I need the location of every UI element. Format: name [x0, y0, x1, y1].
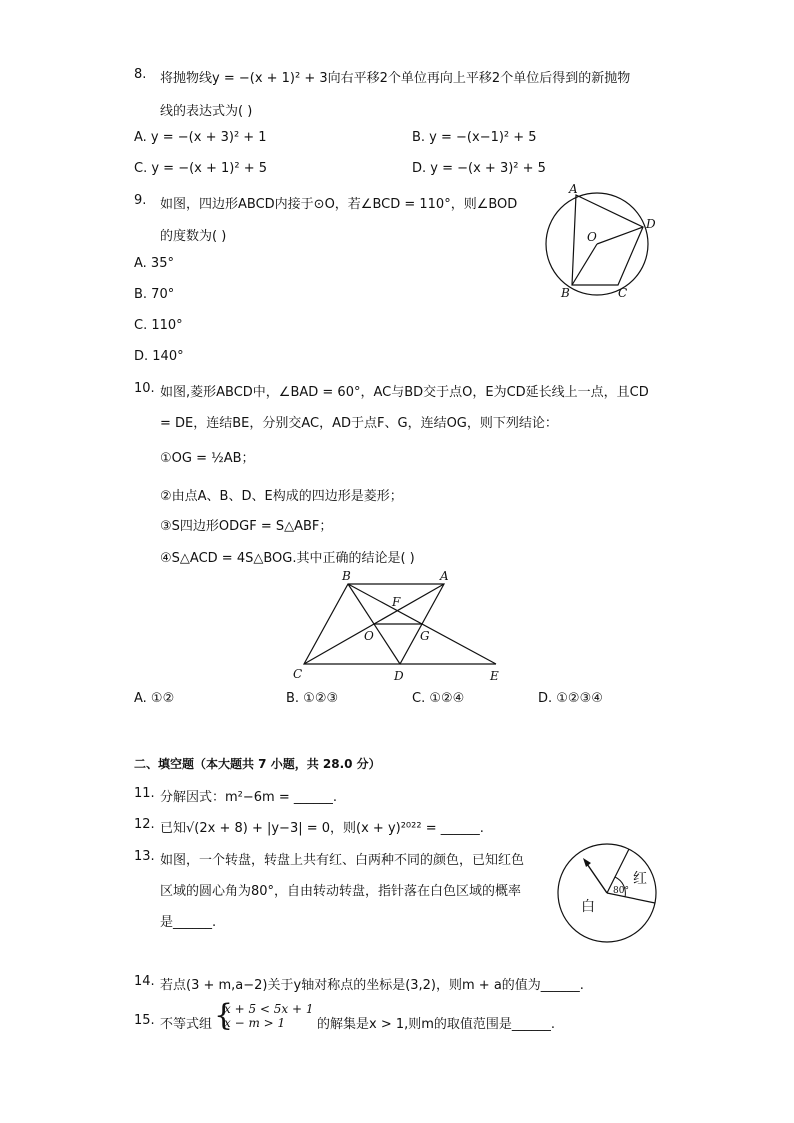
q13-spinner-figure [555, 843, 660, 948]
section-2-heading: 二、填空题（本大题共 7 小题，共 28.0 分） [134, 757, 381, 771]
q8-option-c[interactable]: C. y = −(x + 1)² + 5 [134, 161, 267, 176]
q10-label-d: D [394, 669, 404, 683]
q10-label-o: O [364, 629, 374, 643]
q9-stem-line2: 的度数为( ) [160, 229, 227, 244]
q10-conclusion-1: ①OG = ½AB； [160, 451, 255, 466]
q10-conclusion-4: ④S△ACD = 4S△BOG.其中正确的结论是( ) [160, 551, 415, 566]
q9-label-a: A [569, 182, 578, 196]
q10-stem-line1: 如图,菱形ABCD中，∠BAD = 60°，AC与BD交于点O，E为CD延长线上一点，且CD [160, 385, 649, 400]
q13-stem-line3: 是______. [160, 915, 217, 930]
q10-number: 10. [134, 381, 155, 396]
q14-number: 14. [134, 974, 155, 989]
q9-option-c[interactable]: C. 110° [134, 318, 183, 333]
q15-inequality-1: x + 5 < 5x + 1 [224, 1002, 314, 1016]
q15-suffix: 的解集是x > 1,则m的取值范围是______. [317, 1017, 556, 1032]
arrow-icon [583, 858, 591, 867]
q9-option-b[interactable]: B. 70° [134, 287, 175, 302]
q10-conclusion-3: ③S四边形ODGF = S△ABF； [160, 519, 333, 534]
q15-brace: { [214, 998, 234, 1033]
q9-radius-ob [572, 244, 597, 285]
q10-label-a: A [440, 569, 449, 583]
q15-number: 15. [134, 1013, 155, 1028]
q9-radius-od [597, 227, 643, 244]
q12-text: 已知√(2x + 8) + |y−3| = 0，则(x + y)²⁰²² = ______. [160, 821, 484, 836]
q10-label-c: C [293, 667, 303, 681]
q9-option-d[interactable]: D. 140° [134, 349, 184, 364]
q8-number: 8. [134, 67, 147, 82]
q8-option-b[interactable]: B. y = −(x−1)² + 5 [412, 130, 537, 145]
q10-label-b: B [342, 569, 351, 583]
q8-stem-line1: 将抛物线y = −(x + 1)² + 3向右平移2个单位再向上平移2个单位后得到的新抛物 [160, 71, 631, 86]
q13-label-angle: 80° [613, 886, 629, 896]
q9-label-b: B [561, 286, 570, 300]
q10-option-d[interactable]: D. ①②③④ [538, 691, 603, 706]
q9-stem-line1: 如图，四边形ABCD内接于⊙O，若∠BCD = 110°，则∠BOD [160, 197, 518, 212]
q8-option-d[interactable]: D. y = −(x + 3)² + 5 [412, 161, 546, 176]
q10-option-a[interactable]: A. ①② [134, 691, 175, 706]
q15-inequality-2: x − m > 1 [224, 1016, 286, 1030]
q11-number: 11. [134, 786, 155, 801]
q10-label-e: E [490, 669, 499, 683]
q10-stem-line2: = DE，连结BE，分别交AC，AD于点F、G，连结OG，则下列结论： [160, 416, 558, 431]
q11-text: 分解因式：m²−6m = ______. [160, 790, 337, 805]
q10-label-f: F [392, 595, 401, 609]
q9-label-d: D [646, 217, 656, 231]
q12-number: 12. [134, 817, 155, 832]
q13-stem-line2: 区域的圆心角为80°，自由转动转盘，指针落在白色区域的概率 [160, 884, 522, 899]
q13-stem-line1: 如图，一个转盘，转盘上共有红、白两种不同的颜色，已知红色 [160, 853, 525, 868]
q14-text: 若点(3 + m,a−2)关于y轴对称点的坐标是(3,2)，则m + a的值为______. [160, 978, 584, 993]
q9-option-a[interactable]: A. 35° [134, 256, 174, 271]
q10-option-b[interactable]: B. ①②③ [286, 691, 339, 706]
q10-option-c[interactable]: C. ①②④ [412, 691, 465, 706]
q9-label-o: O [587, 230, 597, 244]
q13-number: 13. [134, 849, 155, 864]
q8-stem-line2: 线的表达式为( ) [160, 104, 253, 119]
q13-pointer [585, 861, 607, 893]
q15-prefix: 不等式组 [160, 1017, 213, 1032]
q13-label-white: 白 [581, 899, 595, 915]
q10-rhombus-figure [288, 568, 508, 686]
q9-number: 9. [134, 193, 147, 208]
q10-conclusion-2: ②由点A、B、D、E构成的四边形是菱形； [160, 489, 403, 504]
q13-label-red: 红 [633, 871, 647, 887]
q8-option-a[interactable]: A. y = −(x + 3)² + 1 [134, 130, 267, 145]
q9-label-c: C [618, 286, 628, 300]
q9-circle-figure [540, 180, 665, 305]
q10-label-g: G [420, 629, 430, 643]
